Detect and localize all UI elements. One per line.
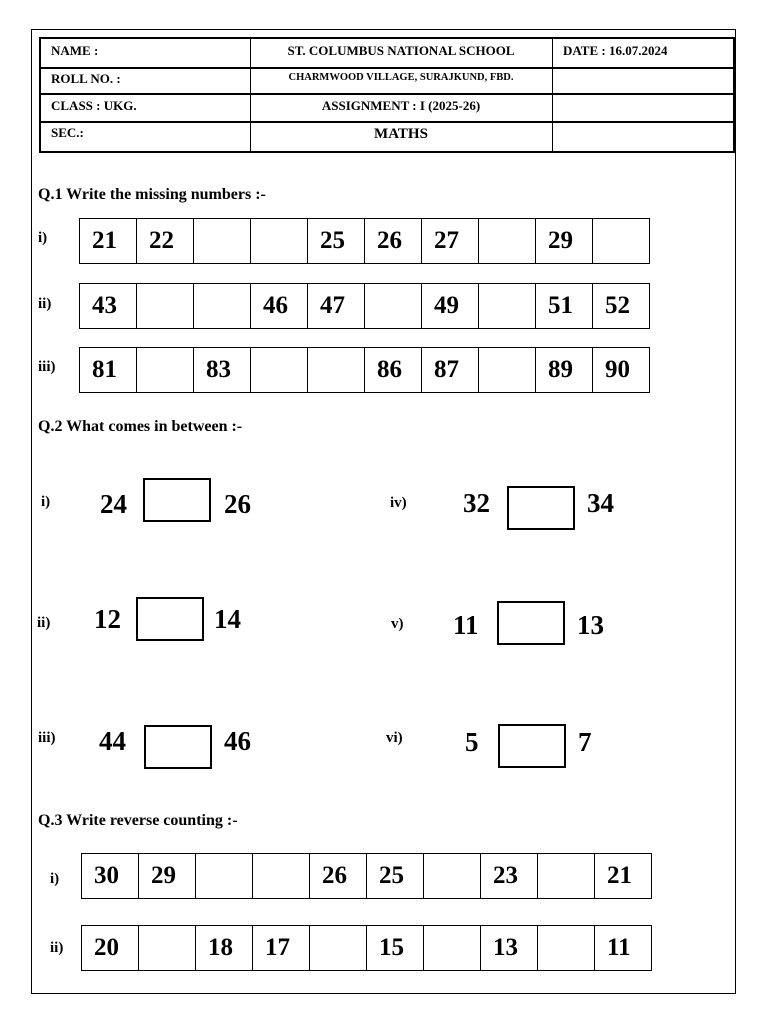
q2-item-label: iv) bbox=[390, 495, 407, 511]
after-number: 34 bbox=[587, 488, 614, 518]
blank-cell[interactable] bbox=[424, 925, 481, 971]
number-cell: 46 bbox=[251, 283, 308, 329]
q1-row-label: i) bbox=[38, 230, 48, 246]
header-row-line bbox=[41, 93, 733, 95]
answer-box[interactable] bbox=[507, 486, 575, 530]
before-number: 12 bbox=[94, 604, 121, 634]
after-number: 26 bbox=[224, 489, 251, 519]
q2-item-label: vi) bbox=[386, 730, 403, 746]
blank-cell[interactable] bbox=[479, 218, 536, 264]
blank-cell[interactable] bbox=[365, 283, 422, 329]
header-row-line bbox=[41, 121, 733, 123]
q2-item-label: i) bbox=[41, 494, 51, 510]
q2-item-label: ii) bbox=[37, 615, 51, 631]
blank-cell[interactable] bbox=[310, 925, 367, 971]
q1-title: Q.1 Write the missing numbers :- bbox=[38, 186, 266, 203]
number-cell: 25 bbox=[308, 218, 365, 264]
number-cell: 11 bbox=[595, 925, 652, 971]
q3-row-label: ii) bbox=[50, 940, 64, 956]
blank-cell[interactable] bbox=[424, 853, 481, 899]
number-cell: 52 bbox=[593, 283, 650, 329]
q2-item-label: iii) bbox=[38, 730, 56, 746]
number-cell: 21 bbox=[595, 853, 652, 899]
q1-row-iii bbox=[79, 347, 650, 393]
after-number: 46 bbox=[224, 726, 251, 756]
header-row-line bbox=[41, 67, 733, 69]
number-cell: 29 bbox=[536, 218, 593, 264]
number-cell: 23 bbox=[481, 853, 538, 899]
before-number: 24 bbox=[100, 489, 127, 519]
q1-row-label: ii) bbox=[38, 296, 52, 312]
assignment-label: ASSIGNMENT : I (2025-26) bbox=[321, 98, 481, 113]
blank-cell[interactable] bbox=[308, 347, 365, 393]
header-table bbox=[39, 37, 735, 153]
roll-no-label: ROLL NO. : bbox=[51, 71, 121, 86]
school-address: CHARMWOOD VILLAGE, SURAJKUND, FBD. bbox=[288, 72, 514, 83]
number-cell: 30 bbox=[82, 853, 139, 899]
number-cell: 81 bbox=[80, 347, 137, 393]
answer-box[interactable] bbox=[498, 724, 566, 768]
date-label: DATE : 16.07.2024 bbox=[563, 43, 668, 58]
blank-cell[interactable] bbox=[479, 347, 536, 393]
after-number: 14 bbox=[214, 604, 241, 634]
blank-cell[interactable] bbox=[251, 347, 308, 393]
q1-row-ii bbox=[79, 283, 650, 329]
blank-cell[interactable] bbox=[538, 925, 595, 971]
q1-row-label: iii) bbox=[38, 359, 56, 375]
number-cell: 21 bbox=[80, 218, 137, 264]
number-cell: 51 bbox=[536, 283, 593, 329]
number-cell: 27 bbox=[422, 218, 479, 264]
q2-item-label: v) bbox=[391, 616, 404, 632]
number-cell: 83 bbox=[194, 347, 251, 393]
after-number: 13 bbox=[577, 610, 604, 640]
number-cell: 90 bbox=[593, 347, 650, 393]
number-cell: 15 bbox=[367, 925, 424, 971]
q3-row-label: i) bbox=[50, 871, 60, 887]
q1-row-i bbox=[79, 218, 650, 264]
number-cell: 17 bbox=[253, 925, 310, 971]
blank-cell[interactable] bbox=[139, 925, 196, 971]
blank-cell[interactable] bbox=[194, 218, 251, 264]
number-cell: 87 bbox=[422, 347, 479, 393]
blank-cell[interactable] bbox=[479, 283, 536, 329]
blank-cell[interactable] bbox=[253, 853, 310, 899]
number-cell: 43 bbox=[80, 283, 137, 329]
number-cell: 29 bbox=[139, 853, 196, 899]
number-cell: 89 bbox=[536, 347, 593, 393]
blank-cell[interactable] bbox=[538, 853, 595, 899]
number-cell: 26 bbox=[365, 218, 422, 264]
after-number: 7 bbox=[578, 727, 592, 757]
blank-cell[interactable] bbox=[196, 853, 253, 899]
number-cell: 13 bbox=[481, 925, 538, 971]
header-divider bbox=[250, 39, 251, 151]
q3-row-i bbox=[81, 853, 652, 899]
number-cell: 18 bbox=[196, 925, 253, 971]
number-cell: 86 bbox=[365, 347, 422, 393]
answer-box[interactable] bbox=[144, 725, 212, 769]
number-cell: 47 bbox=[308, 283, 365, 329]
answer-box[interactable] bbox=[136, 597, 204, 641]
school-name: ST. COLUMBUS NATIONAL SCHOOL bbox=[287, 43, 515, 58]
header-divider bbox=[552, 39, 553, 151]
q3-title: Q.3 Write reverse counting :- bbox=[38, 812, 238, 829]
name-label: NAME : bbox=[51, 43, 99, 58]
page-border bbox=[31, 29, 736, 994]
number-cell: 25 bbox=[367, 853, 424, 899]
q2-title: Q.2 What comes in between :- bbox=[38, 418, 243, 435]
blank-cell[interactable] bbox=[194, 283, 251, 329]
blank-cell[interactable] bbox=[593, 218, 650, 264]
number-cell: 20 bbox=[82, 925, 139, 971]
blank-cell[interactable] bbox=[137, 347, 194, 393]
number-cell: 26 bbox=[310, 853, 367, 899]
number-cell: 22 bbox=[137, 218, 194, 264]
before-number: 11 bbox=[453, 610, 479, 640]
before-number: 5 bbox=[465, 727, 479, 757]
blank-cell[interactable] bbox=[251, 218, 308, 264]
blank-cell[interactable] bbox=[137, 283, 194, 329]
section-label: SEC.: bbox=[51, 125, 84, 140]
number-cell: 49 bbox=[422, 283, 479, 329]
before-number: 32 bbox=[463, 488, 490, 518]
answer-box[interactable] bbox=[497, 601, 565, 645]
q3-row-ii bbox=[81, 925, 652, 971]
class-label: CLASS : UKG. bbox=[51, 98, 137, 113]
subject-label: MATHS bbox=[374, 126, 428, 142]
before-number: 44 bbox=[99, 726, 126, 756]
answer-box[interactable] bbox=[143, 478, 211, 522]
